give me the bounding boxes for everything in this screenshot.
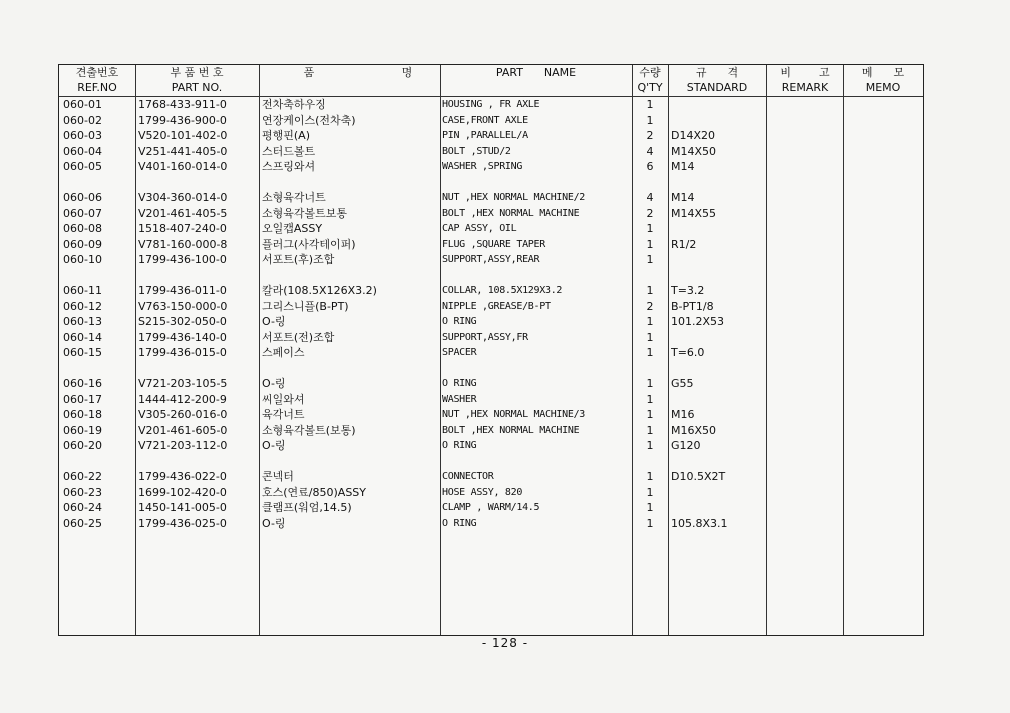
table-row (59, 485, 923, 501)
part-number: 1699-102-420-0 (138, 485, 227, 499)
part-name-korean: 칼라(108.5X126X3.2) (262, 284, 377, 297)
header-part-name: PART NAME (495, 66, 577, 79)
ref-number: 060-14 (63, 330, 102, 344)
part-name-korean: 소형육각볼트보통 (262, 206, 348, 220)
part-name-korean: 전차축하우징 (262, 98, 326, 111)
part-name-korean: 서포트(전)조합 (262, 330, 335, 344)
table-row (59, 438, 923, 454)
quantity: 2 (646, 129, 654, 142)
quantity: 1 (646, 423, 654, 437)
part-name-english: BOLT ,STUD/2 (442, 145, 511, 157)
part-number: V763-150-000-0 (138, 299, 228, 313)
ref-number: 060-02 (63, 113, 102, 127)
part-name-english: O RING (442, 440, 477, 451)
standard: D14X20 (671, 129, 715, 142)
part-name-english: WASHER (442, 393, 477, 405)
part-name-korean: 스페이스 (262, 346, 305, 359)
part-number: 1450-141-005-0 (138, 501, 227, 514)
part-name-english: HOUSING , FR AXLE (442, 99, 540, 110)
ref-number: 060-25 (63, 516, 102, 530)
part-name-korean: 소형육각너트 (262, 191, 326, 204)
part-number: V401-160-014-0 (138, 160, 228, 173)
quantity: 1 (646, 253, 654, 266)
part-name-korean: 클램프(워엄,14.5) (262, 501, 352, 514)
part-name-english: SUPPORT,ASSY,FR (442, 331, 528, 343)
table-row (59, 314, 923, 330)
standard: M14X55 (671, 206, 717, 220)
part-name-english: O RING (442, 517, 477, 529)
table-row (59, 144, 923, 160)
table-row (59, 190, 923, 206)
header-qty-kor: 수량 (639, 66, 661, 79)
table-row (59, 392, 923, 408)
part-number: V520-101-402-0 (138, 129, 228, 142)
part-number: 1799-436-015-0 (138, 346, 227, 359)
ref-number: 060-20 (63, 439, 102, 452)
table-row (59, 221, 923, 237)
part-number: V721-203-112-0 (138, 439, 228, 452)
header-name-kor-2: 명 (401, 66, 413, 79)
quantity: 4 (646, 144, 654, 158)
standard: T=6.0 (671, 346, 705, 359)
ref-number: 060-08 (63, 222, 102, 235)
part-number: V201-461-405-5 (138, 206, 228, 220)
standard: T=3.2 (671, 284, 705, 297)
table-row (59, 345, 923, 361)
part-name-english: O RING (442, 316, 477, 327)
part-name-korean: 플러그(사각테이퍼) (262, 237, 356, 251)
quantity: 1 (646, 113, 654, 127)
part-name-korean: 씨일와셔 (262, 392, 305, 406)
part-number: 1518-407-240-0 (138, 222, 227, 235)
part-name-english: SPACER (442, 347, 477, 358)
ref-number: 060-19 (63, 423, 102, 437)
part-name-english: CAP ASSY, OIL (442, 223, 517, 234)
ref-number: 060-17 (63, 392, 102, 406)
table-row (59, 500, 923, 516)
ref-number: 060-11 (63, 284, 102, 297)
quantity: 2 (646, 206, 654, 220)
part-number: V305-260-016-0 (138, 408, 228, 421)
part-number: V201-461-605-0 (138, 423, 228, 437)
quantity: 1 (646, 408, 654, 421)
quantity: 6 (646, 160, 654, 173)
part-name-korean: 육각너트 (262, 408, 305, 421)
standard: 101.2X53 (671, 315, 725, 328)
part-name-english: SUPPORT,ASSY,REAR (442, 254, 540, 265)
header-partno-eng: PART NO. (171, 81, 223, 94)
parts-table (58, 64, 924, 636)
standard: R1/2 (671, 237, 697, 251)
table-row (59, 283, 923, 299)
standard: M16X50 (671, 423, 717, 437)
table-row (59, 376, 923, 392)
header-std-kor: 규 격 (695, 66, 739, 79)
part-number: 1799-436-025-0 (138, 516, 227, 530)
header-qty-eng: Q'TY (637, 81, 663, 94)
part-name-korean: 평행핀(A) (262, 129, 310, 142)
header-ref-eng: REF.NO (77, 81, 117, 94)
part-name-korean: 호스(연료/850)ASSY (262, 485, 366, 499)
part-name-english: FLUG ,SQUARE TAPER (442, 238, 545, 250)
table-row (59, 299, 923, 315)
header-partno-kor: 부 품 번 호 (170, 66, 224, 79)
part-name-english: CLAMP , WARM/14.5 (442, 502, 540, 513)
part-name-korean: O-링 (262, 315, 286, 328)
part-name-english: HOSE ASSY, 820 (442, 486, 523, 498)
part-name-english: WASHER ,SPRING (442, 161, 523, 172)
part-number: 1799-436-011-0 (138, 284, 227, 297)
part-name-english: BOLT ,HEX NORMAL MACHINE (442, 424, 580, 436)
part-name-english: BOLT ,HEX NORMAL MACHINE (442, 207, 580, 219)
part-number: S215-302-050-0 (138, 315, 227, 328)
part-name-english: O RING (442, 378, 477, 389)
part-number: 1768-433-911-0 (138, 98, 227, 111)
part-name-english: CONNECTOR (442, 471, 494, 482)
part-name-korean: 콘넥터 (262, 470, 294, 483)
part-name-korean: 그리스니플(B-PT) (262, 299, 349, 313)
header-std-eng: STANDARD (686, 81, 748, 94)
part-name-korean: O-링 (262, 439, 286, 452)
part-name-korean: 스터드볼트 (262, 144, 316, 158)
ref-number: 060-04 (63, 144, 102, 158)
part-name-korean: 서포트(후)조합 (262, 253, 335, 266)
part-name-korean: O-링 (262, 516, 286, 530)
header-remark-eng: REMARK (781, 81, 829, 94)
table-row (59, 407, 923, 423)
table-row (59, 469, 923, 485)
table-row (59, 516, 923, 532)
table-row (59, 206, 923, 222)
quantity: 1 (646, 222, 654, 235)
part-number: V251-441-405-0 (138, 144, 228, 158)
part-number: 1799-436-900-0 (138, 113, 227, 127)
standard: G55 (671, 377, 694, 390)
table-row (59, 237, 923, 253)
header-memo-eng: MEMO (865, 81, 901, 94)
part-number: V781-160-000-8 (138, 237, 228, 251)
ref-number: 060-09 (63, 237, 102, 251)
header-name-kor-1: 품 (303, 66, 315, 79)
ref-number: 060-03 (63, 129, 102, 142)
quantity: 1 (646, 470, 654, 483)
quantity: 1 (646, 346, 654, 359)
table-row (59, 97, 923, 113)
part-number: 1799-436-100-0 (138, 253, 227, 266)
quantity: 1 (646, 501, 654, 514)
ref-number: 060-18 (63, 408, 102, 421)
part-name-korean: 소형육각볼트(보통) (262, 423, 356, 437)
standard: M14 (671, 191, 695, 204)
ref-number: 060-22 (63, 470, 102, 483)
quantity: 1 (646, 330, 654, 344)
quantity: 4 (646, 191, 654, 204)
standard: B-PT1/8 (671, 299, 714, 313)
part-name-korean: 스프링와셔 (262, 160, 316, 173)
part-name-english: PIN ,PARALLEL/A (442, 130, 528, 141)
part-name-korean: 오일캡ASSY (262, 222, 323, 235)
quantity: 1 (646, 98, 654, 111)
header-memo-kor: 메 모 (861, 66, 905, 79)
ref-number: 060-07 (63, 206, 102, 220)
table-row (59, 159, 923, 175)
part-name-english: NIPPLE ,GREASE/B-PT (442, 300, 551, 312)
header-remark-kor: 비 고 (780, 66, 830, 79)
quantity: 1 (646, 439, 654, 452)
standard: M14X50 (671, 144, 717, 158)
quantity: 1 (646, 237, 654, 251)
part-name-korean: 연장케이스(전차축) (262, 113, 356, 127)
part-name-korean: O-링 (262, 377, 286, 390)
quantity: 1 (646, 284, 654, 297)
table-row (59, 128, 923, 144)
ref-number: 060-01 (63, 98, 102, 111)
quantity: 1 (646, 392, 654, 406)
ref-number: 060-23 (63, 485, 102, 499)
standard: M16 (671, 408, 695, 421)
ref-number: 060-06 (63, 191, 102, 204)
table-body (59, 97, 923, 531)
ref-number: 060-05 (63, 160, 102, 173)
quantity: 1 (646, 516, 654, 530)
page-number: - 128 - (481, 636, 529, 650)
standard: M14 (671, 160, 695, 173)
part-number: V721-203-105-5 (138, 377, 228, 390)
part-number: V304-360-014-0 (138, 191, 228, 204)
standard: G120 (671, 439, 701, 452)
ref-number: 060-10 (63, 253, 102, 266)
ref-number: 060-24 (63, 501, 102, 514)
table-row (59, 252, 923, 268)
part-name-english: NUT ,HEX NORMAL MACHINE/3 (442, 409, 586, 420)
standard: 105.8X3.1 (671, 516, 728, 530)
standard: D10.5X2T (671, 470, 726, 483)
part-name-english: CASE,FRONT AXLE (442, 114, 528, 126)
ref-number: 060-12 (63, 299, 102, 313)
quantity: 2 (646, 299, 654, 313)
quantity: 1 (646, 315, 654, 328)
ref-number: 060-13 (63, 315, 102, 328)
part-name-english: COLLAR, 108.5X129X3.2 (442, 285, 563, 296)
table-row (59, 423, 923, 439)
quantity: 1 (646, 485, 654, 499)
table-row (59, 113, 923, 129)
part-number: 1799-436-140-0 (138, 330, 227, 344)
header-ref-kor: 견출번호 (75, 66, 119, 79)
table-row (59, 330, 923, 346)
part-number: 1799-436-022-0 (138, 470, 227, 483)
ref-number: 060-15 (63, 346, 102, 359)
ref-number: 060-16 (63, 377, 102, 390)
quantity: 1 (646, 377, 654, 390)
part-number: 1444-412-200-9 (138, 392, 227, 406)
part-name-english: NUT ,HEX NORMAL MACHINE/2 (442, 192, 586, 203)
